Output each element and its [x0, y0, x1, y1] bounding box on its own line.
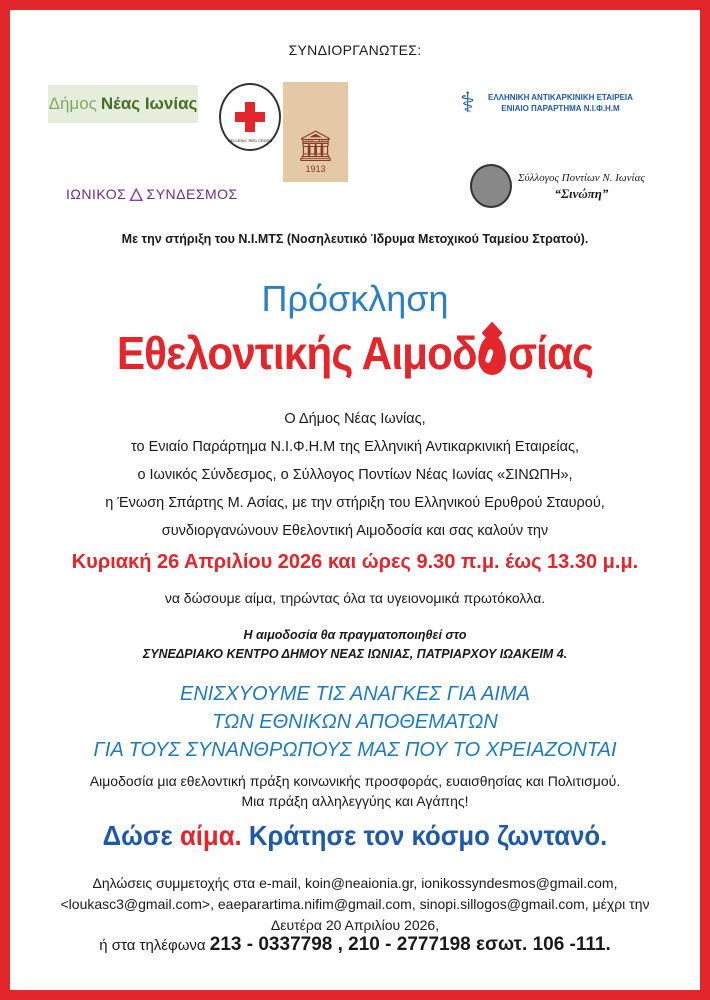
- logo-text: HELLENIC RED CROSS: [227, 138, 273, 143]
- title-blood-donation: [28, 326, 681, 380]
- give-blood-tagline: [28, 820, 681, 852]
- slogan: [0, 680, 710, 764]
- logo-enosi-spartis: [283, 82, 348, 182]
- logo-ionikos-syndesmos: [66, 175, 238, 212]
- logo-text: Νέας Ιωνίας: [100, 94, 198, 113]
- logo-text: ΙΩΝΙΚΟΣ: [66, 185, 127, 202]
- logo-column-icon: 🏛: [296, 130, 335, 163]
- logo-dimos-neas-ionias: [48, 85, 198, 123]
- coin-icon: [470, 164, 512, 208]
- logo-text: Δήμος: [48, 94, 97, 113]
- ethos-text: [0, 771, 710, 811]
- paragraph-line: η Ένωση Σπάρτης Μ. Ασίας, με την στήριξη του Ελληνικού Ερυθρού Σταυρού,: [105, 495, 605, 511]
- paragraph-line: συνδιοργανώνουν Εθελοντική Αιμοδοσία και σας καλούν την: [161, 523, 549, 539]
- phone-numbers: [0, 934, 710, 956]
- blood-drop-icon: [479, 335, 507, 375]
- logo-sinopi: [470, 164, 645, 208]
- torch-icon: 🜂: [128, 185, 145, 205]
- logo-text: ΕΝΙΑΙΟ ΠΑΡΑΡΤΗΜΑ Ν.Ι.Φ.Η.Μ: [501, 104, 620, 113]
- logo-eae: [460, 82, 660, 124]
- logo-text: 1913: [305, 164, 326, 174]
- slogan-line: ΤΩΝ ΕΘΝΙΚΩΝ ΑΠΟΘΕΜΑΤΩΝ: [212, 711, 498, 733]
- logo-red-cross: [219, 83, 281, 151]
- laurel-icon: ⚕: [460, 87, 476, 118]
- paragraph-line: το Ενιαίο Παράρτημα Ν.Ι.Φ.Η.Μ της Ελληνική Αντικαρκινική Εταιρείας,: [130, 439, 580, 455]
- red-cross-icon: [235, 102, 265, 132]
- logo-text: ΣΥΝΔΕΣΜΟΣ: [146, 185, 238, 202]
- venue: [0, 626, 710, 664]
- slogan-line: ΕΝΙΣΧΥΟΥΜΕ ΤΙΣ ΑΝΑΓΚΕΣ ΓΙΑ ΑΙΜΑ: [180, 683, 530, 705]
- logo-text: “Σινώπη”: [554, 185, 609, 201]
- tagline-text: Δώσε: [102, 820, 180, 851]
- venue-line: Η αιμοδοσία θα πραγματοποιηθεί στο: [243, 628, 467, 642]
- protocol-note: να δώσουμε αίμα, τηρώντας όλα τα υγειονομικά πρωτόκολλα.: [164, 590, 546, 606]
- logo-text: ΕΛΛΗΝΙΚΗ ΑΝΤΙΚΑΡΚΙΝΙΚΗ ΕΤΑΙΡΕΙΑ: [488, 93, 633, 102]
- invitation-paragraph: [0, 405, 710, 545]
- footer-line: <loukasc3@gmail.com>, eaeparartima.nifim@gmail.com, sinopi.sillogos@gmail.com, μέχρι την: [60, 896, 650, 912]
- support-line: Με την στήριξη του Ν.Ι.ΜΤΣ (Νοσηλευτικό Ίδρυμα Μετοχικού Ταμείου Στρατού).: [121, 232, 589, 246]
- title-text: σίας: [508, 327, 594, 379]
- phones-value: 213 - 0337798 , 210 - 2777198 εσωτ. 106 -111.: [209, 934, 611, 955]
- slogan-line: ΓΙΑ ΤΟΥΣ ΣΥΝΑΝΘΡΩΠΟΥΣ ΜΑΣ ΠΟΥ ΤΟ ΧΡΕΙΑΖΟΝΤΑΙ: [93, 739, 617, 761]
- registration-info: [0, 873, 710, 936]
- ethos-line: Μια πράξη αλληλεγγύης και Αγάπης!: [241, 793, 469, 809]
- event-date: Κυριακή 26 Απριλίου 2026 και ώρες 9.30 π.μ. έως 13.30 μ.μ.: [71, 551, 639, 573]
- phones-label: ή στα τηλέφωνα: [99, 937, 210, 954]
- tagline-text: Κράτησε τον κόσμο ζωντανό.: [241, 820, 608, 851]
- co-organizers-heading: ΣΥΝΔΙΟΡΓΑΝΩΤΕΣ:: [288, 42, 422, 58]
- ethos-line: Αιμοδοσία μια εθελοντική πράξη κοινωνικής προσφοράς, ευαισθησίας και Πολιτισμού.: [89, 773, 621, 789]
- title-invitation: Πρόσκληση: [261, 278, 449, 319]
- title-text: Εθελοντικής Αιμοδ: [116, 327, 477, 379]
- logo-text: Σύλλογος Ποντίων Ν. Ιωνίας: [518, 171, 645, 184]
- tagline-highlight: αίμα.: [179, 820, 242, 851]
- paragraph-line: Ο Δήμος Νέας Ιωνίας,: [284, 411, 426, 427]
- venue-line: ΣΥΝΕΔΡΙΑΚΟ ΚΕΝΤΡΟ ΔΗΜΟΥ ΝΕΑΣ ΙΩΝΙΑΣ, ΠΑΤΡΙΑΡΧΟΥ ΙΩΑΚΕΙΜ 4.: [142, 647, 568, 661]
- footer-line: Δηλώσεις συμμετοχής στα e-mail, koin@neaionia.gr, ionikossyndesmos@gmail.com,: [92, 875, 618, 891]
- paragraph-line: ο Ιωνικός Σύνδεσμος, ο Σύλλογος Ποντίων Νέας Ιωνίας «ΣΙΝΩΠΗ»,: [137, 467, 573, 483]
- footer-line: Δευτέρα 20 Απριλίου 2026,: [270, 917, 440, 933]
